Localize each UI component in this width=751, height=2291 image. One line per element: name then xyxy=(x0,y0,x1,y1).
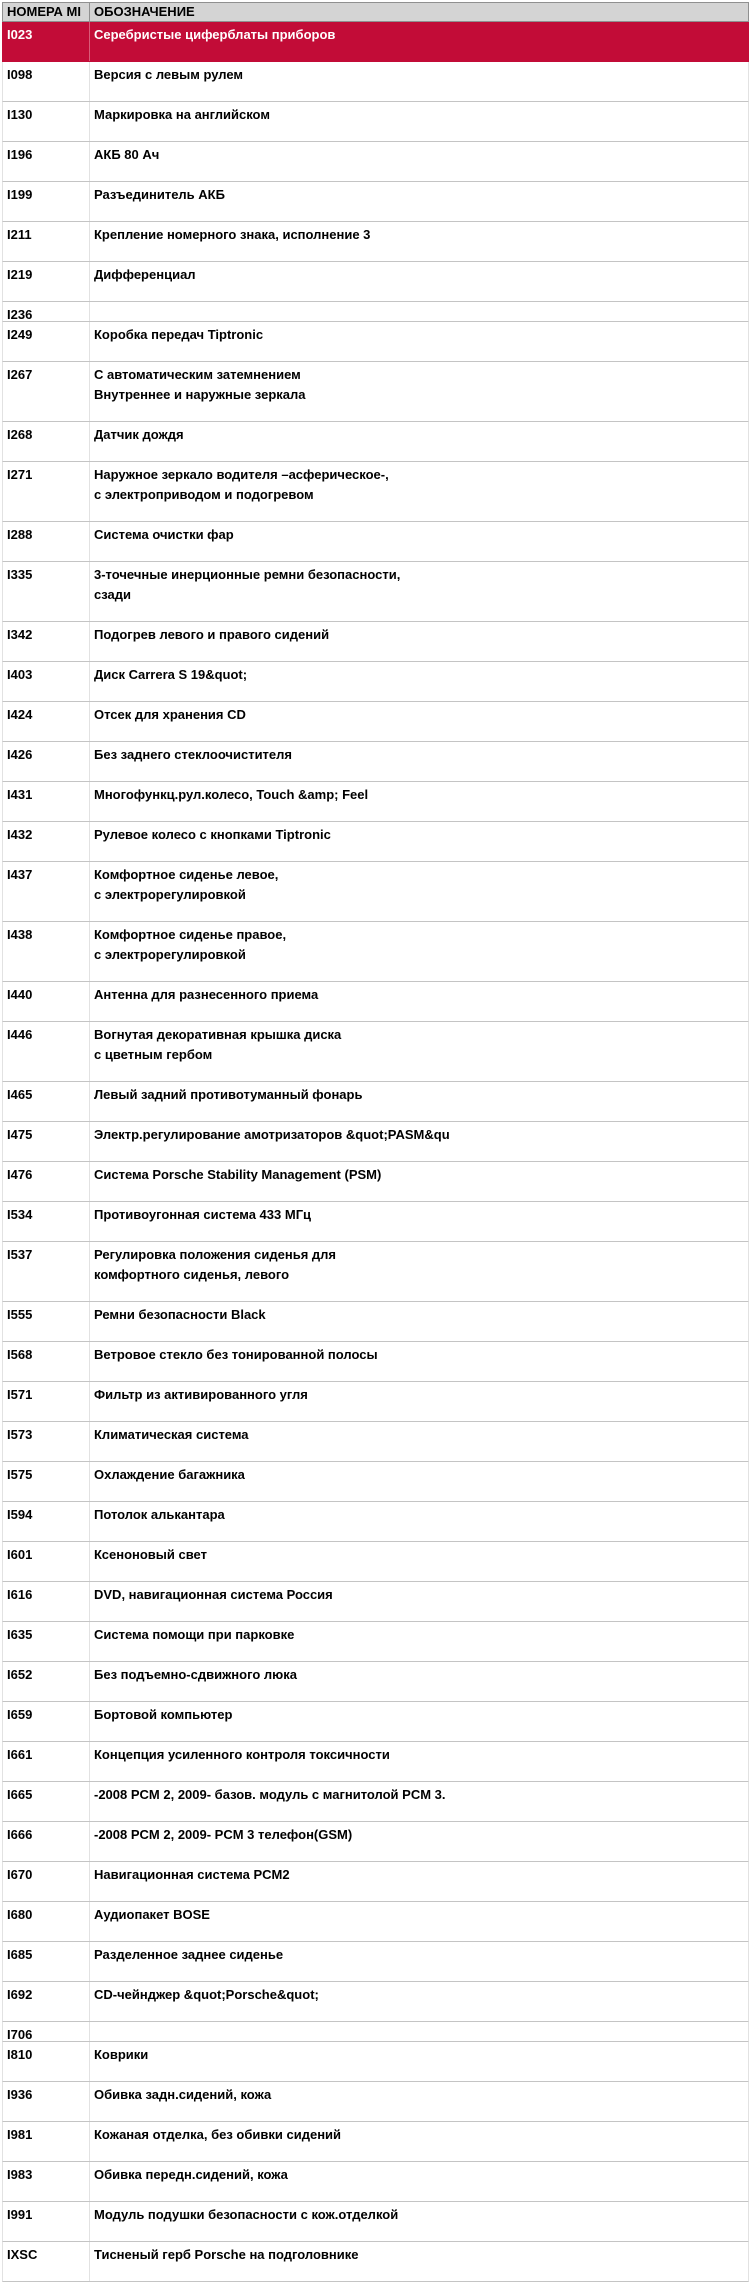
table-row[interactable] xyxy=(2,1462,749,1502)
table-row[interactable] xyxy=(2,2122,749,2162)
option-code: I403 xyxy=(3,662,90,701)
table-row[interactable] xyxy=(2,422,749,462)
table-row[interactable] xyxy=(2,1542,749,1582)
table-row[interactable] xyxy=(2,1202,749,1242)
option-description: Система Porsche Stability Management (PSM) xyxy=(94,1167,382,1182)
option-description: Бортовой компьютер xyxy=(94,1707,233,1722)
option-code: I659 xyxy=(3,1702,90,1741)
option-description: Отсек для хранения CD xyxy=(94,707,246,722)
option-code: I476 xyxy=(3,1162,90,1201)
option-code: I571 xyxy=(3,1382,90,1421)
column-header-description[interactable]: ОБОЗНАЧЕНИЕ xyxy=(94,4,195,19)
column-header-code[interactable]: НОМЕРА MI xyxy=(3,3,90,21)
option-description: Аудиопакет BOSE xyxy=(94,1907,210,1922)
option-description: Обивка передн.сидений, кожа xyxy=(94,2167,288,2182)
option-description: Концепция усиленного контроля токсичности xyxy=(94,1747,390,1762)
option-code: I267 xyxy=(3,362,90,421)
option-code: I268 xyxy=(3,422,90,461)
table-row[interactable] xyxy=(2,2162,749,2202)
table-row[interactable] xyxy=(2,1122,749,1162)
option-description: 3-точечные инерционные ремни безопасности, сзади xyxy=(94,567,401,602)
table-row[interactable] xyxy=(2,1902,749,1942)
option-code: I288 xyxy=(3,522,90,561)
option-description: Фильтр из активированного угля xyxy=(94,1387,308,1402)
table-row[interactable] xyxy=(2,1662,749,1702)
option-description: Ветровое стекло без тонированной полосы xyxy=(94,1347,378,1362)
option-code: I437 xyxy=(3,862,90,921)
option-code: I810 xyxy=(3,2042,90,2081)
option-code: I555 xyxy=(3,1302,90,1341)
table-row[interactable] xyxy=(2,922,749,982)
option-code: I196 xyxy=(3,142,90,181)
table-header xyxy=(2,2,749,22)
option-description: Коробка передач Tiptronic xyxy=(94,327,264,342)
option-description: Левый задний противотуманный фонарь xyxy=(94,1087,363,1102)
option-code: I098 xyxy=(3,62,90,101)
option-description xyxy=(90,302,748,321)
option-description: Кожаная отделка, без обивки сидений xyxy=(94,2127,342,2142)
option-description: Подогрев левого и правого сидений xyxy=(94,627,330,642)
table-row[interactable] xyxy=(2,1982,749,2022)
option-code: I981 xyxy=(3,2122,90,2161)
option-code: I670 xyxy=(3,1862,90,1901)
option-code: I666 xyxy=(3,1822,90,1861)
option-description: Диск Carrera S 19&quot; xyxy=(94,667,248,682)
table-row[interactable] xyxy=(2,302,749,322)
option-code: I575 xyxy=(3,1462,90,1501)
table-row[interactable] xyxy=(2,702,749,742)
option-code: I426 xyxy=(3,742,90,781)
option-code: I446 xyxy=(3,1022,90,1081)
table-body xyxy=(2,22,749,2282)
table-row[interactable] xyxy=(2,2082,749,2122)
table-row[interactable] xyxy=(2,742,749,782)
option-code: I706 xyxy=(3,2022,90,2041)
option-description: Система помощи при парковке xyxy=(94,1627,295,1642)
option-description: Противоугонная система 433 МГц xyxy=(94,1207,312,1222)
option-description: Потолок алькантара xyxy=(94,1507,225,1522)
option-code: I211 xyxy=(3,222,90,261)
option-description: CD-чейнджер &quot;Porsche&quot; xyxy=(94,1987,319,2002)
option-description: Дифференциал xyxy=(94,267,196,282)
option-description: Без подъемно-сдвижного люка xyxy=(94,1667,297,1682)
option-description: DVD, навигационная система Россия xyxy=(94,1587,333,1602)
table-row[interactable] xyxy=(2,322,749,362)
option-code: I537 xyxy=(3,1242,90,1301)
option-code: I661 xyxy=(3,1742,90,1781)
table-row[interactable] xyxy=(2,2022,749,2042)
option-code: I665 xyxy=(3,1782,90,1821)
table-row[interactable] xyxy=(2,1862,749,1902)
table-row[interactable] xyxy=(2,262,749,302)
option-code: I475 xyxy=(3,1122,90,1161)
option-description: Комфортное сиденье левое, с электрорегулировкой xyxy=(94,867,279,902)
table-row[interactable] xyxy=(2,1622,749,1662)
option-description: Охлаждение багажника xyxy=(94,1467,245,1482)
option-description: -2008 PCM 2, 2009- базов. модуль с магнитолой PCM 3. xyxy=(94,1787,446,1802)
table-row[interactable] xyxy=(2,1342,749,1382)
table-row[interactable] xyxy=(2,102,749,142)
table-row[interactable] xyxy=(2,1302,749,1342)
option-description: Климатическая система xyxy=(94,1427,249,1442)
options-table xyxy=(2,2,749,2282)
table-row[interactable] xyxy=(2,1702,749,1742)
option-description: Разъединитель АКБ xyxy=(94,187,225,202)
option-description: Наружное зеркало водителя –асферическое-, с электроприводом и подогревом xyxy=(94,467,389,502)
option-code: I601 xyxy=(3,1542,90,1581)
table-row[interactable] xyxy=(2,982,749,1022)
table-row[interactable] xyxy=(2,2242,749,2282)
option-description: Регулировка положения сиденья для комфортного сиденья, левого xyxy=(94,1247,337,1282)
table-row[interactable] xyxy=(2,62,749,102)
option-description: Датчик дождя xyxy=(94,427,184,442)
option-description: -2008 PCM 2, 2009- PCM 3 телефон(GSM) xyxy=(94,1827,353,1842)
option-description: Тисненый герб Porsche на подголовнике xyxy=(94,2247,359,2262)
option-description: Комфортное сиденье правое, с электрорегулировкой xyxy=(94,927,287,962)
table-row[interactable] xyxy=(2,1822,749,1862)
option-code: I685 xyxy=(3,1942,90,1981)
option-description: Модуль подушки безопасности с кож.отделкой xyxy=(94,2207,399,2222)
option-description xyxy=(90,2022,748,2041)
table-row[interactable] xyxy=(2,1742,749,1782)
option-description: Маркировка на английском xyxy=(94,107,270,122)
option-code: I652 xyxy=(3,1662,90,1701)
option-code: I199 xyxy=(3,182,90,221)
option-code: I023 xyxy=(3,22,90,61)
table-row[interactable] xyxy=(2,822,749,862)
table-row[interactable] xyxy=(2,362,749,422)
table-row[interactable] xyxy=(2,1242,749,1302)
option-description: Ксеноновый свет xyxy=(94,1547,207,1562)
option-description: АКБ 80 Ач xyxy=(94,147,160,162)
option-description: Коврики xyxy=(94,2047,149,2062)
option-description: С автоматическим затемнением Внутреннее и наружные зеркала xyxy=(94,367,306,402)
option-description: Вогнутая декоративная крышка диска с цветным гербом xyxy=(94,1027,342,1062)
option-description: Серебристые циферблаты приборов xyxy=(94,27,336,42)
option-description: Антенна для разнесенного приема xyxy=(94,987,319,1002)
table-row[interactable] xyxy=(2,1942,749,1982)
option-description: Версия с левым рулем xyxy=(94,67,244,82)
table-row[interactable] xyxy=(2,2042,749,2082)
table-row[interactable] xyxy=(2,182,749,222)
option-code: I635 xyxy=(3,1622,90,1661)
option-code: I249 xyxy=(3,322,90,361)
option-code: I271 xyxy=(3,462,90,521)
option-code: I236 xyxy=(3,302,90,321)
option-code: I130 xyxy=(3,102,90,141)
table-row[interactable] xyxy=(2,222,749,262)
option-code: I424 xyxy=(3,702,90,741)
option-description: Система очистки фар xyxy=(94,527,234,542)
table-row[interactable] xyxy=(2,1082,749,1122)
table-row[interactable] xyxy=(2,662,749,702)
option-code: I431 xyxy=(3,782,90,821)
table-row[interactable] xyxy=(2,142,749,182)
option-code: I936 xyxy=(3,2082,90,2121)
option-description: Электр.регулирование амотризаторов &quot;PASM&qu xyxy=(94,1127,450,1142)
option-description: Обивка задн.сидений, кожа xyxy=(94,2087,272,2102)
table-row[interactable] xyxy=(2,782,749,822)
option-code: I432 xyxy=(3,822,90,861)
table-row[interactable] xyxy=(2,1162,749,1202)
option-code: I438 xyxy=(3,922,90,981)
option-code: I219 xyxy=(3,262,90,301)
option-description: Без заднего стеклоочистителя xyxy=(94,747,293,762)
option-code: I335 xyxy=(3,562,90,621)
option-code: I616 xyxy=(3,1582,90,1621)
table-row[interactable] xyxy=(2,2202,749,2242)
table-row[interactable] xyxy=(2,562,749,622)
option-code: I983 xyxy=(3,2162,90,2201)
option-code: I680 xyxy=(3,1902,90,1941)
table-row[interactable] xyxy=(2,1782,749,1822)
table-row[interactable] xyxy=(2,1022,749,1082)
option-code: I594 xyxy=(3,1502,90,1541)
option-code: I342 xyxy=(3,622,90,661)
option-code: I991 xyxy=(3,2202,90,2241)
option-description: Ремни безопасности Black xyxy=(94,1307,266,1322)
table-row[interactable] xyxy=(2,622,749,662)
option-description: Многофункц.рул.колесо, Touch &amp; Feel xyxy=(94,787,369,802)
table-row[interactable] xyxy=(2,862,749,922)
option-code: I534 xyxy=(3,1202,90,1241)
option-code: IXSC xyxy=(3,2242,90,2281)
option-code: I692 xyxy=(3,1982,90,2021)
option-code: I568 xyxy=(3,1342,90,1381)
option-description: Крепление номерного знака, исполнение 3 xyxy=(94,227,371,242)
table-row[interactable] xyxy=(2,462,749,522)
option-description: Навигационная система PCM2 xyxy=(94,1867,290,1882)
option-code: I573 xyxy=(3,1422,90,1461)
option-description: Рулевое колесо с кнопками Tiptronic xyxy=(94,827,331,842)
table-row[interactable] xyxy=(2,1382,749,1422)
table-row[interactable] xyxy=(2,1422,749,1462)
table-row[interactable] xyxy=(2,1502,749,1542)
table-row[interactable] xyxy=(2,522,749,562)
option-description: Разделенное заднее сиденье xyxy=(94,1947,284,1962)
option-code: I440 xyxy=(3,982,90,1021)
option-code: I465 xyxy=(3,1082,90,1121)
table-row[interactable] xyxy=(2,1582,749,1622)
table-row-selected[interactable] xyxy=(2,22,749,62)
